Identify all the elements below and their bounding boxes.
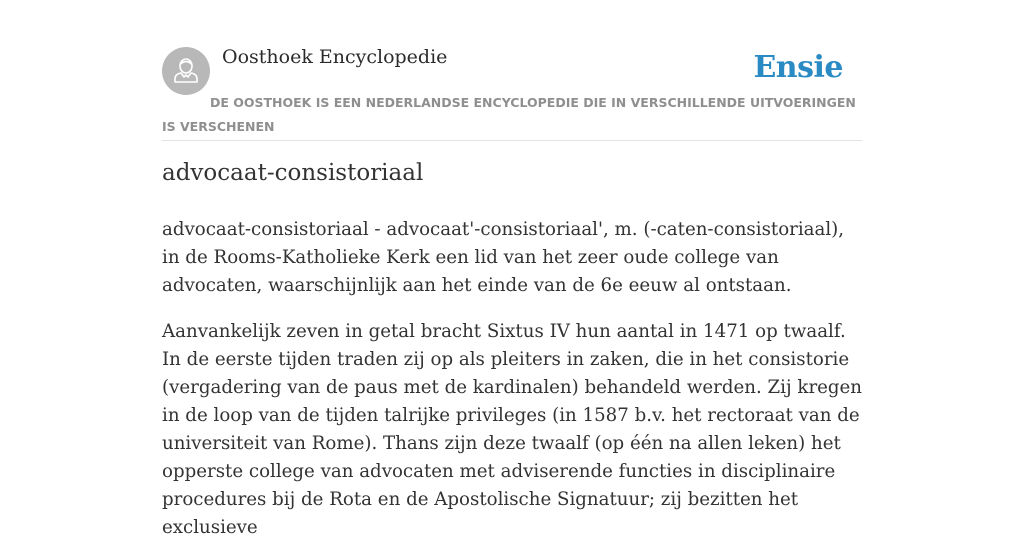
site-name-link[interactable]: Oosthoek Encyclopedie [222,46,448,68]
site-header [162,0,862,141]
ensie-logo[interactable]: Ensie [753,50,843,85]
site-tagline: DE OOSTHOEK IS EEN NEDERLANDSE ENCYCLOPEDIE DIE IN VERSCHILLENDE UITVOERINGEN IS VERSCHENEN [162,95,856,134]
article-title: advocaat-consistoriaal [162,160,424,186]
article-paragraph: Aanvankelijk zeven in getal bracht Sixtus IV hun aantal in 1471 op twaalf. In de eerste tijden traden zij op als pleiters in zaken, die in het consistorie (vergadering van de paus met de kardinalen) behandeld werden. Zij kregen in de loop van de tijden talrijke privileges (in 1587 b.v. het rectoraat van de universiteit van Rome). Thans zijn deze twaalf (op één na allen leken) het opperste college van advocaten met adviserende functies in disciplinaire procedures bij de Rota en de Apostolische Signatuur; zij bezitten het exclusieve [162,321,863,538]
page-container [162,0,863,538]
article-paragraph: advocaat-consistoriaal - advocaat'-consistoriaal', m. (-caten-consistoriaal), in de Rooms-Katholieke Kerk een lid van het zeer oude college van advocaten, waarschijnlijk aan het einde van de 6e eeuw al ontstaan. [162,219,845,296]
article-body [162,216,862,560]
user-avatar-icon[interactable] [162,47,210,95]
